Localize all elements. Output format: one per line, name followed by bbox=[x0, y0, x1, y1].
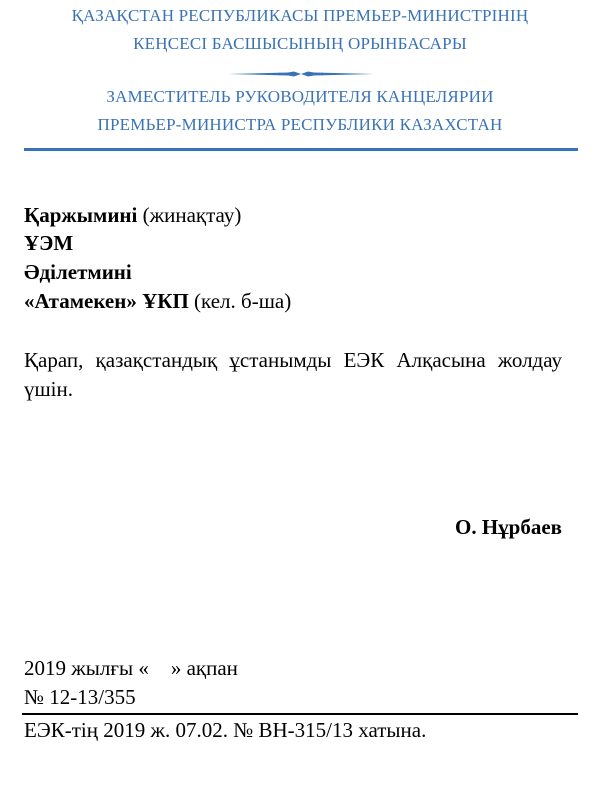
recipient-item bbox=[24, 203, 241, 228]
letterhead-ornament-icon bbox=[228, 70, 374, 78]
signature-name: О. Нұрбаев bbox=[454, 515, 562, 539]
footer-divider bbox=[22, 713, 578, 715]
recipient-note: (жинақтау) bbox=[137, 203, 242, 227]
letter-date bbox=[24, 656, 238, 681]
date-suffix: » ақпан bbox=[170, 656, 238, 680]
recipient-note: (кел. б-ша) bbox=[188, 289, 292, 313]
letter-body: Қарап, қазақстандық ұстанымды ЕЭК Алқасына жолдау үшін. bbox=[24, 348, 562, 401]
reference-note: ЕЭК-тің 2019 ж. 07.02. № ВН-315/13 хатына. bbox=[24, 718, 427, 742]
recipient-name: ҰЭМ bbox=[24, 231, 74, 255]
letterhead-divider bbox=[24, 148, 578, 151]
recipient-item bbox=[24, 289, 291, 314]
recipient-name: Қаржымині bbox=[24, 203, 138, 227]
recipient-item bbox=[24, 260, 132, 285]
letterhead-ru-line-1: ЗАМЕСТИТЕЛЬ РУКОВОДИТЕЛЯ КАНЦЕЛЯРИИ bbox=[106, 87, 494, 106]
letterhead-ru-line-2: ПРЕМЬЕР-МИНИСТРА РЕСПУБЛИКИ КАЗАХСТАН bbox=[97, 115, 503, 134]
date-prefix: 2019 жылғы « bbox=[24, 656, 149, 680]
letterhead-kz-line-1: ҚАЗАҚСТАН РЕСПУБЛИКАСЫ ПРЕМЬЕР-МИНИСТРІНІҢ bbox=[71, 6, 529, 25]
recipient-item bbox=[24, 231, 73, 256]
outgoing-number: № 12-13/355 bbox=[24, 685, 136, 709]
recipient-name: Әділетмині bbox=[24, 260, 132, 284]
recipient-name: «Атамекен» ҰКП bbox=[24, 289, 189, 313]
letterhead-kz-line-2: КЕҢСЕСІ БАСШЫСЫНЫҢ ОРЫНБАСАРЫ bbox=[133, 34, 467, 53]
